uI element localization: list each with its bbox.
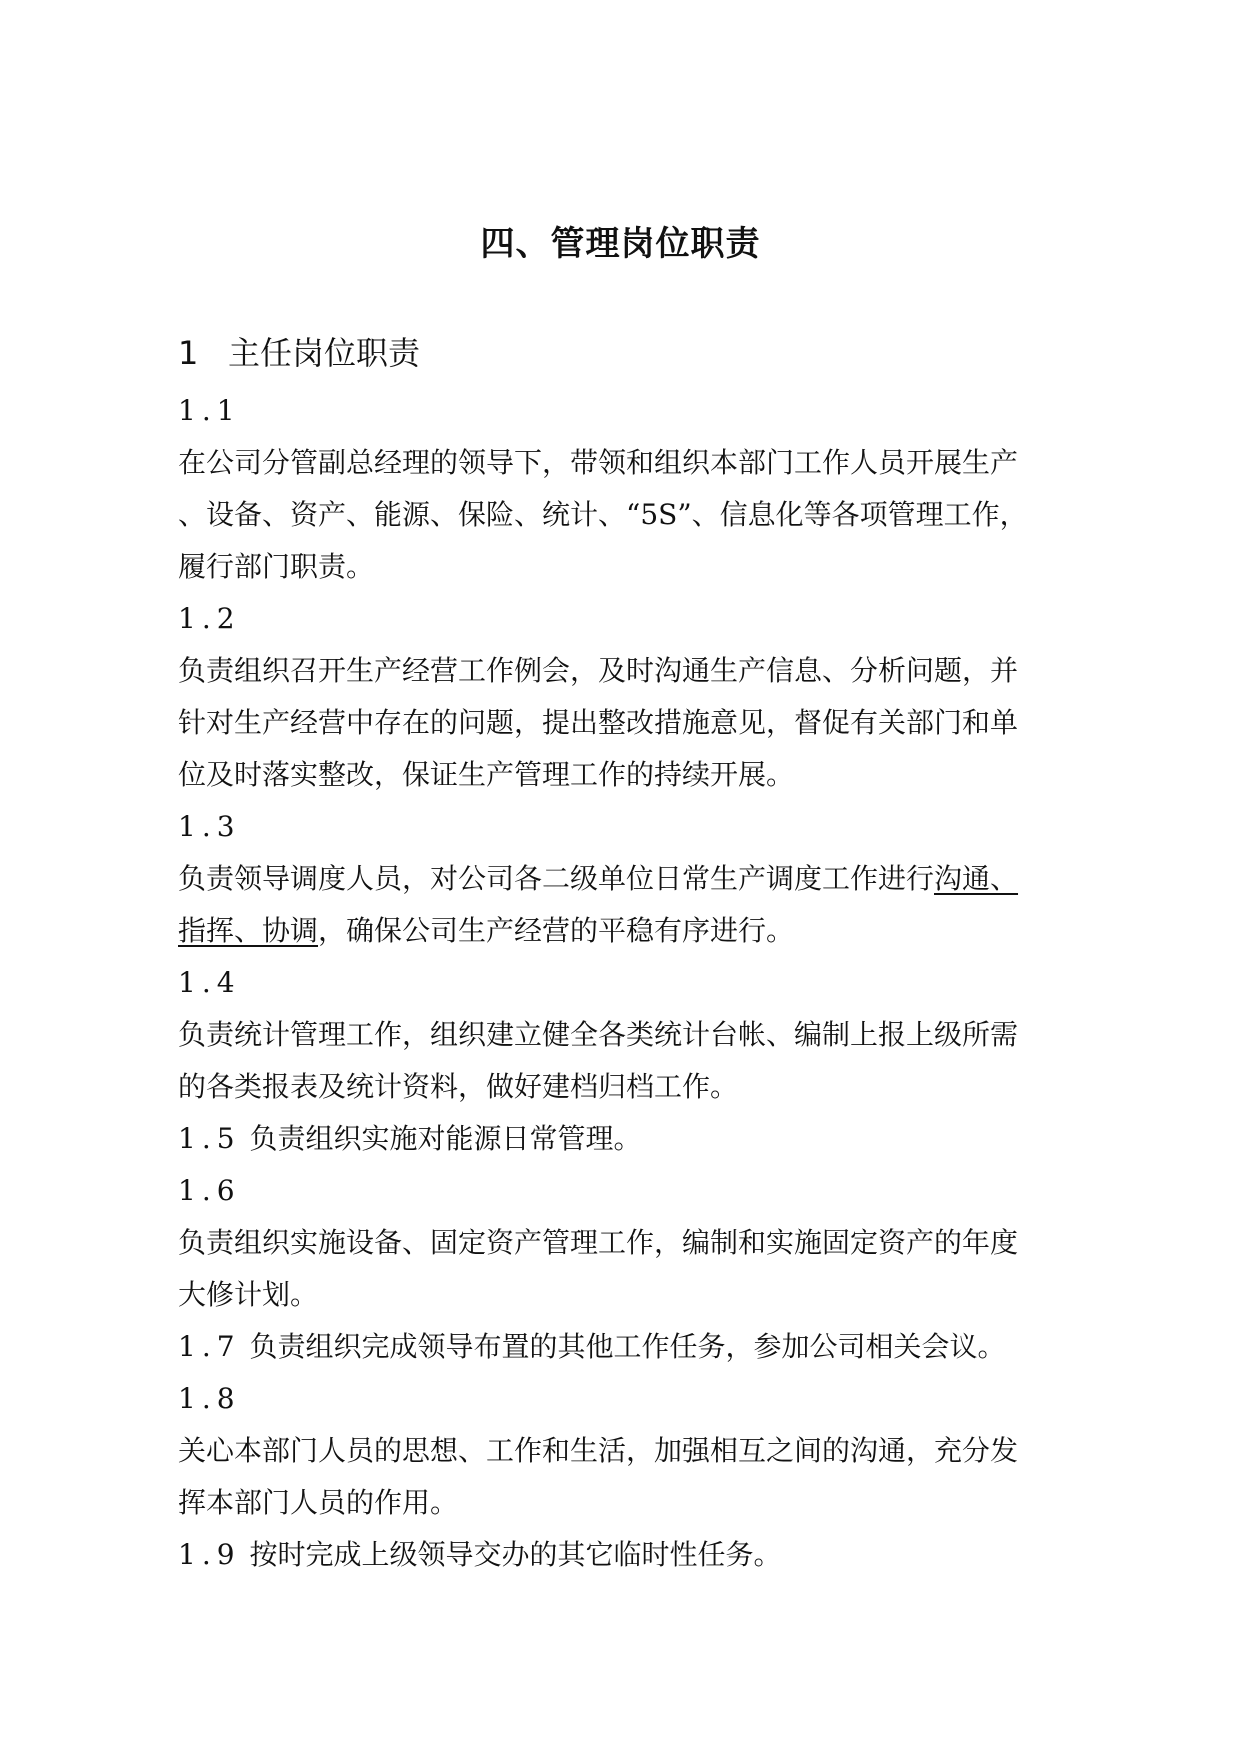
item-1-1-line-3: 履行部门职责。 <box>178 550 375 583</box>
section-title-text: 主任岗位职责 <box>228 334 421 372</box>
item-1-6-line-1: 负责组织实施设备、固定资产管理工作，编制和实施固定资产的年度 <box>178 1226 1019 1259</box>
item-number-1-3: 1.3 <box>178 810 241 843</box>
section-heading <box>178 332 420 374</box>
item-1-7-text: 负责组织完成领导布置的其他工作任务，参加公司相关会议。 <box>249 1330 1006 1363</box>
document-body <box>178 385 1058 1581</box>
item-1-3-underlined-1: 沟通、 <box>934 862 1019 895</box>
item-1-4-line-2: 的各类报表及统计资料，做好建档归档工作。 <box>178 1070 739 1103</box>
item-number-1-4: 1.4 <box>178 966 241 999</box>
item-1-6-line-2: 大修计划。 <box>178 1278 319 1311</box>
item-1-7-line <box>178 1321 1058 1373</box>
item-1-8-line-2: 挥本部门人员的作用。 <box>178 1486 459 1519</box>
item-number-1-9: 1.9 <box>178 1538 241 1571</box>
item-1-3-underlined-2: 指挥、协调 <box>178 914 319 947</box>
item-1-5-text: 负责组织实施对能源日常管理。 <box>249 1122 642 1155</box>
item-1-3-text-2: ，确保公司生产经营的平稳有序进行。 <box>318 914 795 947</box>
item-1-2-line-1: 负责组织召开生产经营工作例会，及时沟通生产信息、分析问题，并 <box>178 654 1019 687</box>
item-number-1-5: 1.5 <box>178 1122 241 1155</box>
item-1-5-line <box>178 1113 1058 1165</box>
item-1-1-line-1: 在公司分管副总经理的领导下，带领和组织本部门工作人员开展生产 <box>178 446 1019 479</box>
item-1-8-line-1: 关心本部门人员的思想、工作和生活，加强相互之间的沟通，充分发 <box>178 1434 1019 1467</box>
item-1-4-line-1: 负责统计管理工作，组织建立健全各类统计台帐、编制上报上级所需 <box>178 1018 1019 1051</box>
item-number-1-8: 1.8 <box>178 1382 241 1415</box>
item-number-1-2: 1.2 <box>178 602 241 635</box>
item-1-3-line-1 <box>178 853 1058 905</box>
item-number-1-6: 1.6 <box>178 1174 241 1207</box>
item-1-9-line <box>178 1529 1058 1581</box>
section-number: 1 <box>178 334 199 372</box>
item-1-2-line-3: 位及时落实整改，保证生产管理工作的持续开展。 <box>178 758 795 791</box>
item-1-3-line-2 <box>178 905 1058 957</box>
item-1-3-text-1: 负责领导调度人员，对公司各二级单位日常生产调度工作进行 <box>178 862 935 895</box>
item-1-9-text: 按时完成上级领导交办的其它临时性任务。 <box>249 1538 782 1571</box>
item-1-1-line-2: 、设备、资产、能源、保险、统计、“5S”、信息化等各项管理工作， <box>178 498 1028 531</box>
item-1-2-line-2: 针对生产经营中存在的问题，提出整改措施意见，督促有关部门和单 <box>178 706 1019 739</box>
item-number-1-7: 1.7 <box>178 1330 241 1363</box>
document-title: 四、管理岗位职责 <box>480 224 761 264</box>
item-number-1-1: 1.1 <box>178 394 241 427</box>
